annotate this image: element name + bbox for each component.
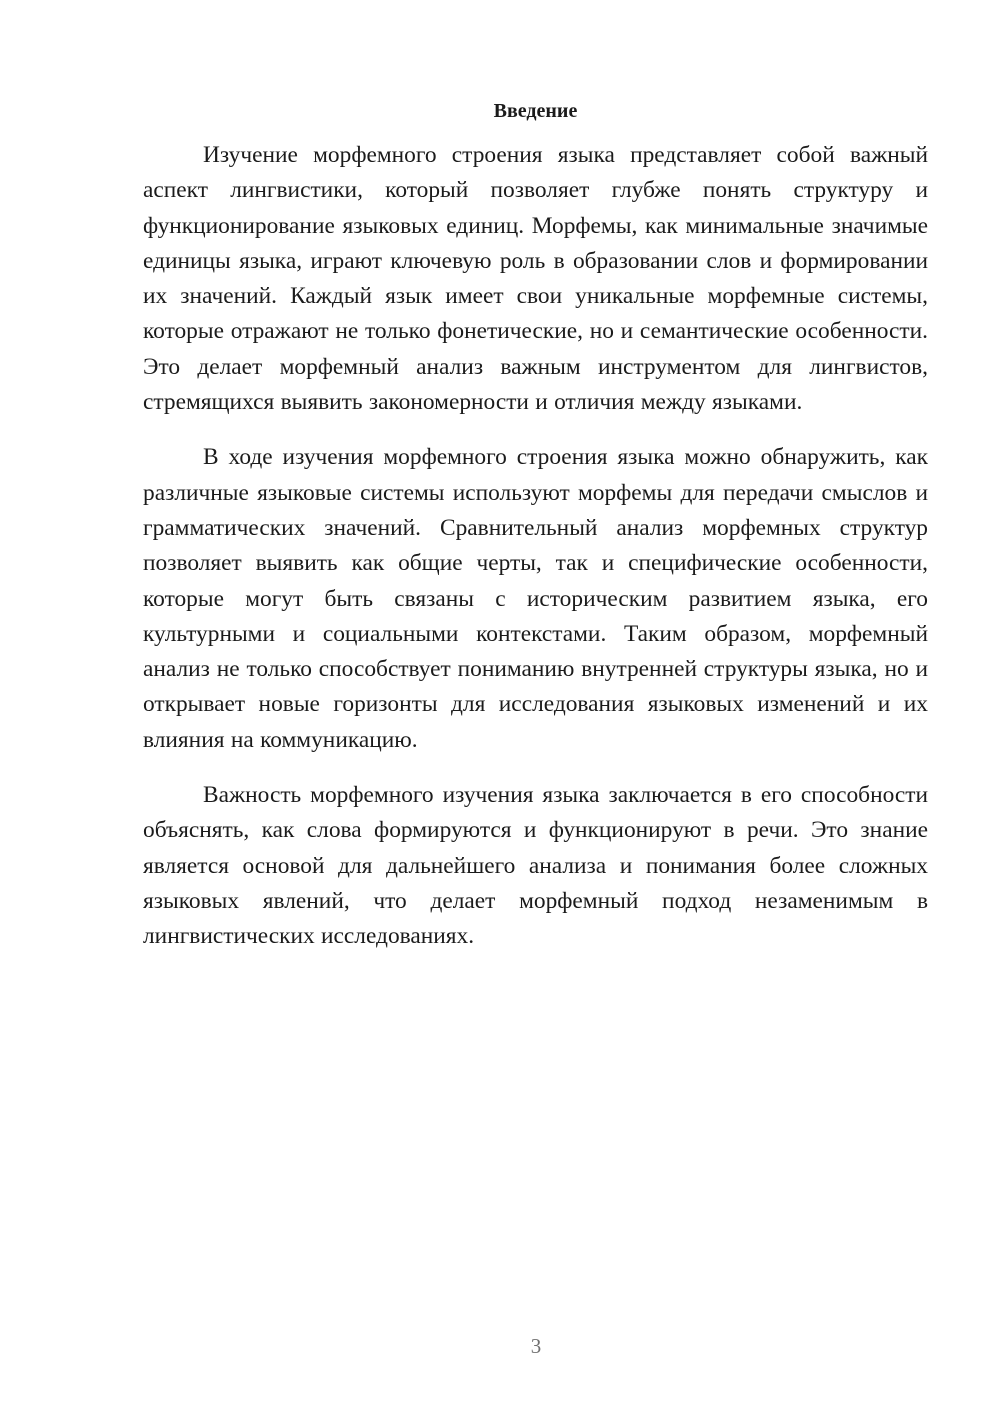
page-number: 3 [530,1334,542,1358]
paragraph-1: Изучение морфемного строения языка представляет собой важный аспект лингвистики, который позволяет глубже понять структуру и функционирование языковых единиц. Морфемы, как минимальные значимые единицы языка, играют ключевую роль в образовании слов и формировании их значений. Каждый язык имеет свои уникальные морфемные системы, которые отражают не только фонетические, но и семантические особенности. Это делает морфемный анализ важным инструментом для лингвистов, стремящихся выявить закономерности и отличия между языками. [143,142,928,416]
paragraph-3: Важность морфемного изучения языка заключается в его способности объяснять, как слова формируются и функционируют в речи. Это знание является основой для дальнейшего анализа и понимания более сложных языковых явлений, что делает морфемный подход незаменимым в лингвистических исследованиях. [143,782,928,950]
section-title: Введение [493,100,578,122]
paragraph-2: В ходе изучения морфемного строения языка можно обнаружить, как различные языковые системы используют морфемы для передачи смыслов и грамматических значений. Сравнительный анализ морфемных структур позволяет выявить как общие черты, так и специфические особенности, которые могут быть связаны с историческим развитием языка, его культурными и социальными контекстами. Таким образом, морфемный анализ не только способствует пониманию внутренней структуры языка, но и открывает новые горизонты для исследования языковых изменений и их влияния на коммуникацию. [143,444,928,753]
page-content [143,96,928,975]
